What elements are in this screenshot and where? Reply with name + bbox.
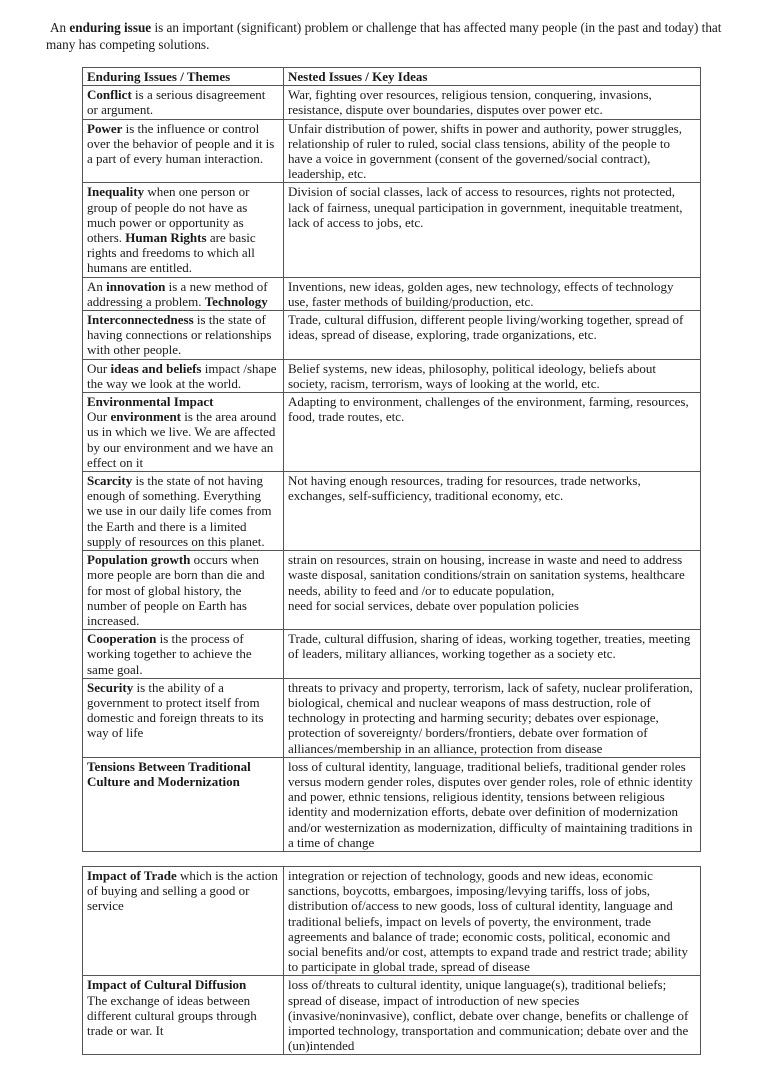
bold-term: Population growth xyxy=(87,552,191,568)
text-segment: occurs when more people are born than die and for most of global history, the number of people on Earth has increased. xyxy=(87,552,265,628)
key-ideas-cell xyxy=(284,277,701,310)
key-ideas-cell xyxy=(284,630,701,679)
text-segment: Division of social classes, lack of access to resources, rights not protected, lack of fairness, unequal participation in government, inequitable treatment, lack of access to jobs, etc. xyxy=(288,184,683,230)
bold-term: Cooperation xyxy=(87,631,157,647)
text-segment: is a new method of addressing a problem. xyxy=(87,278,268,309)
key-ideas-cell xyxy=(284,976,701,1055)
bold-term: Impact of Trade xyxy=(87,867,177,883)
bold-term: Impact of Cultural Diffusion xyxy=(87,977,247,993)
text-segment: is an important (significant) problem or challenge that has affected many people (in the past and today) that many has competing solutions. xyxy=(46,20,722,52)
bold-term: Tensions Between Traditional Culture and Modernization xyxy=(87,758,251,789)
text-segment: impact /shape the way we look at the world. xyxy=(87,360,277,391)
table-row xyxy=(83,630,701,679)
bold-term: Power xyxy=(87,120,123,136)
text-segment: Inventions, new ideas, golden ages, new technology, effects of technology use, faster methods of building/production, etc. xyxy=(288,278,674,309)
bold-term: environment xyxy=(110,409,182,425)
theme-cell xyxy=(83,311,284,360)
text-segment: Trade, cultural diffusion, different people living/working together, spread of ideas, spread of disease, exploring, trade organizations, etc. xyxy=(288,312,684,343)
key-ideas-cell xyxy=(284,551,701,630)
theme-cell xyxy=(83,393,284,472)
key-ideas-cell xyxy=(284,472,701,551)
bold-term: Environmental Impact xyxy=(87,394,214,410)
bold-term: Security xyxy=(87,679,134,695)
table-row xyxy=(83,277,701,310)
text-segment: War, fighting over resources, religious tension, conquering, invasions, resistance, dispute over boundaries, disputes over power etc. xyxy=(288,87,652,118)
text-segment: Not having enough resources, trading for resources, trade networks, exchanges, self-sufficiency, traditional economy, etc. xyxy=(288,473,641,504)
theme-cell xyxy=(83,68,284,86)
table-row xyxy=(83,551,701,630)
text-segment: strain on resources, strain on housing, increase in waste and need to address waste disposal, sanitation conditions/strain on sanitation systems, healthcare needs, ability to feed and /or to educate population, xyxy=(288,552,685,598)
bold-term: Nested Issues / Key Ideas xyxy=(288,69,428,84)
table-row xyxy=(83,866,701,975)
bold-term: ideas and beliefs xyxy=(110,360,202,376)
theme-cell xyxy=(83,183,284,277)
text-segment: when one person or group of people do not have as much power or opportunity as others. xyxy=(87,184,250,246)
bold-term: Technology xyxy=(204,293,268,309)
text-segment: is the influence or control over the behavior of people and it is a part of every human interaction. xyxy=(87,120,275,167)
text-segment: Trade, cultural diffusion, sharing of ideas, working together, treaties, meeting of leaders, military alliances, working together as a society etc. xyxy=(288,631,691,662)
theme-cell xyxy=(83,359,284,392)
text-segment: The exchange of ideas between different cultural groups through trade or war. It xyxy=(87,992,257,1038)
table-row xyxy=(83,311,701,360)
text-segment: An xyxy=(50,20,70,35)
text-segment: is the state of having connections or relationships with other people. xyxy=(87,312,272,358)
key-ideas-cell xyxy=(284,866,701,975)
theme-cell xyxy=(83,119,284,183)
table-row xyxy=(83,119,701,183)
text-segment: is the process of working together to achieve the same goal. xyxy=(87,631,252,677)
table-row xyxy=(83,183,701,277)
key-ideas-cell xyxy=(284,678,701,757)
bold-term: Conflict xyxy=(87,87,132,103)
theme-cell xyxy=(83,472,284,551)
bold-term: Scarcity xyxy=(87,473,133,489)
table-header-row xyxy=(83,68,701,86)
bold-term: Interconnectedness xyxy=(87,312,194,328)
text-segment: An xyxy=(87,278,107,294)
text-segment: is a serious disagreement or argument. xyxy=(87,87,266,118)
text-segment: is the state of not having enough of something. Everything we use in our daily life comes from the Earth and there is a limited supply of resources on this planet. xyxy=(87,473,272,549)
theme-cell xyxy=(83,277,284,310)
theme-cell xyxy=(83,630,284,679)
table-row xyxy=(83,678,701,757)
key-ideas-cell xyxy=(284,183,701,277)
text-segment: Belief systems, new ideas, philosophy, political ideology, beliefs about society, racism, terrorism, ways of looking at the world, etc. xyxy=(288,360,657,391)
key-ideas-cell xyxy=(284,68,701,86)
text-segment: is the area around us in which we live. We are affected by our environment and we have an effect on it xyxy=(87,409,277,470)
theme-cell xyxy=(83,551,284,630)
text-segment: Adapting to environment, challenges of the environment, farming, resources, food, trade routes, etc. xyxy=(288,394,689,425)
text-segment: Our xyxy=(87,360,111,376)
bold-term: Inequality xyxy=(87,184,145,200)
text-segment: Our xyxy=(87,409,111,425)
bold-term: Human Rights xyxy=(125,230,207,246)
theme-cell xyxy=(83,757,284,851)
theme-cell xyxy=(83,866,284,975)
enduring-issues-table-continued xyxy=(82,866,701,1055)
key-ideas-cell xyxy=(284,359,701,392)
theme-cell xyxy=(83,976,284,1055)
theme-cell xyxy=(83,678,284,757)
key-ideas-cell xyxy=(284,757,701,851)
intro-paragraph xyxy=(46,19,736,53)
table-row xyxy=(83,86,701,119)
table-row xyxy=(83,472,701,551)
bold-term: innovation xyxy=(106,278,166,294)
text-segment: loss of/threats to cultural identity, unique language(s), traditional beliefs; spread of disease, impact of introduction of new species (invasive/noninvasive), conflict, debate over change, benefits or challenge of imported technology, transportation and communication; debate over and the (un)intended xyxy=(288,977,689,1054)
key-ideas-cell xyxy=(284,86,701,119)
table-row xyxy=(83,393,701,472)
text-segment: loss of cultural identity, language, traditional beliefs, traditional gender roles versus modern gender roles, disputes over gender roles, role of ethnic identity and power, ethnic tensions, religious identity, tensions between religious identity and modernization efforts, debate over definition of modernization and/or westernization as modernization, difficulty of maintaining traditions in a time of change xyxy=(288,758,693,850)
text-segment: threats to privacy and property, terrorism, lack of safety, nuclear proliferation, biological, chemical and nuclear weapons of mass destruction, role of technology in protecting and harming security; debates over espionage, protection of sovereignty/ borders/frontiers, debate over formation of alliances/membership in an alliance, protection from disease xyxy=(288,679,693,756)
enduring-issues-table xyxy=(82,67,701,852)
table-row xyxy=(83,359,701,392)
key-ideas-cell xyxy=(284,119,701,183)
bold-term: Enduring Issues / Themes xyxy=(87,69,231,84)
text-segment: are basic rights and freedoms to which all humans are entitled. xyxy=(87,230,256,276)
table-row xyxy=(83,976,701,1055)
text-segment: is the ability of a government to protect itself from domestic and foreign threats to its way of life xyxy=(87,679,264,741)
table-row xyxy=(83,757,701,851)
theme-cell xyxy=(83,86,284,119)
key-ideas-cell xyxy=(284,311,701,360)
text-segment: integration or rejection of technology, goods and new ideas, economic sanctions, boycotts, embargoes, imposing/levying tariffs, loss of jobs, distribution of/access to new goods, loss of cultural identity, language and traditional beliefs, impact on levels of poverty, the environment, trade agreements and balance of trade; economic costs, political, economic and social benefits and/or cost, attempts to expand trade and restrict trade; ability to participate in global trade, spread of disease xyxy=(288,867,688,975)
text-segment: need for social services, debate over population policies xyxy=(288,597,579,613)
text-segment: which is the action of buying and selling a good or service xyxy=(87,867,278,914)
bold-term: enduring issue xyxy=(69,20,152,35)
text-segment: Unfair distribution of power, shifts in power and authority, power struggles, relationship of ruler to ruled, social class tensions, ability of the people to have a voice in government (consent of the governed/social contract), leadership, etc. xyxy=(288,120,682,182)
key-ideas-cell xyxy=(284,393,701,472)
